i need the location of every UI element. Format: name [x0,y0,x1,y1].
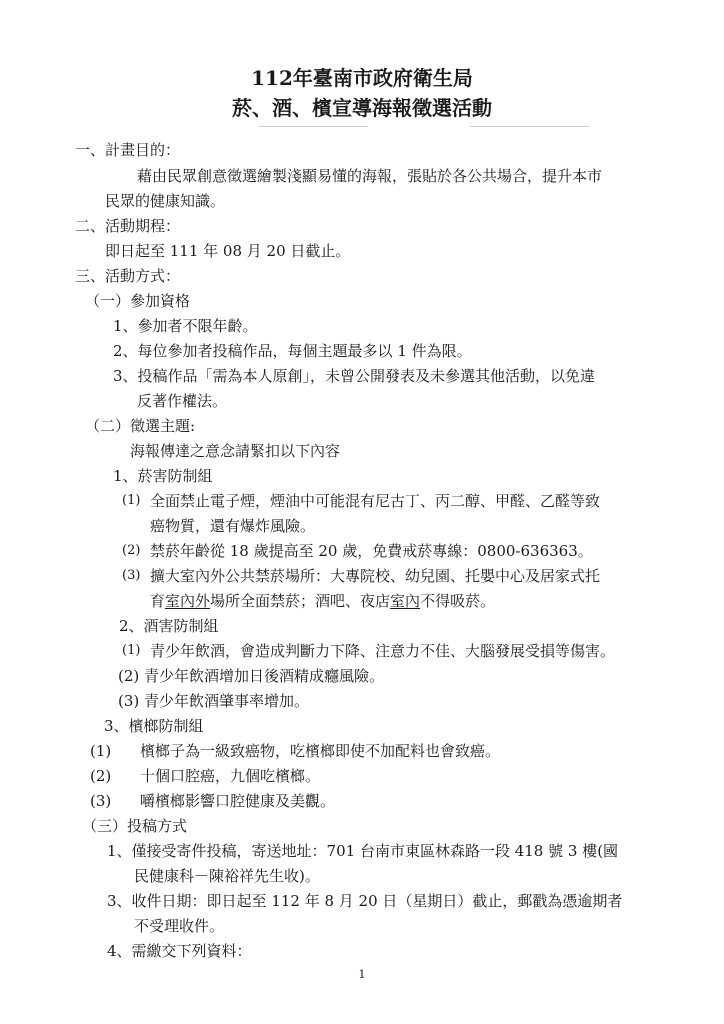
list-item: 嚼檳榔影響口腔健康及美觀。 [140,792,336,810]
list-item: (2) 青少年飲酒增加日後酒精成癮風險。 [118,667,385,685]
list-item: 全面禁止電子煙，煙油中可能混有尼古丁、丙二醇、甲醛、乙醛等致 [150,492,601,510]
subsection-heading: （三）投稿方式 [82,817,188,835]
list-item: 2、每位參加者投稿作品，每個主題最多以 1 件為限。 [113,342,472,360]
subsection-heading: （一）參加資格 [85,292,191,310]
paragraph-line: 海報傳達之意念請緊扣以下內容 [130,442,341,460]
topic-heading: 3、檳榔防制組 [104,717,204,735]
subsection-heading: （二）徵選主題: [85,417,196,435]
list-item: 禁菸年齡從 18 歲提高至 20 歲，免費戒菸專線：0800-636363。 [150,542,593,560]
list-item-continuation: 育室內外場所全面禁菸；酒吧、夜店室內不得吸菸。 [150,592,496,610]
topic-heading: 1、菸害防制組 [113,467,213,485]
list-item-continuation: 反著作權法。 [137,392,228,410]
list-item: 3、投稿作品「需為本人原創」，未曾公開發表及未參選其他活動，以免違 [113,367,596,385]
page-number: 1 [358,968,366,981]
list-item: 擴大室內外公共禁菸場所：大專院校、幼兒園、托嬰中心及居家式托 [150,567,601,585]
scan-artifact [470,126,590,127]
list-item: 檳榔子為一級致癌物，吃檳榔即使不加配料也會致癌。 [140,742,501,760]
list-item: 4、需繳交下列資料： [107,942,252,960]
list-number: (1) [90,742,112,760]
list-item: 3、收件日期：即日起至 112 年 8 月 20 日（星期日）截止，郵戳為憑逾期者 [107,892,623,910]
list-item-continuation: 不受理收件。 [134,917,225,935]
list-item-continuation: 癌物質，還有爆炸風險。 [150,517,316,535]
document-title-line-1: 112年臺南市政府衛生局 [251,66,473,90]
paragraph-line: 藉由民眾創意徵選繪製淺顯易懂的海報，張貼於各公共場合，提升本市 [137,167,603,185]
list-number: (2) [122,543,141,558]
list-number: (3) [122,568,141,583]
topic-heading: 2、酒害防制組 [119,617,219,635]
list-number: (1) [122,643,141,658]
list-item: (3) 青少年飲酒肇事率增加。 [118,692,310,710]
section-heading: 一、計畫目的： [75,141,181,159]
list-item: 1、參加者不限年齡。 [113,317,258,335]
list-item: 青少年飲酒，會造成判斷力下降、注意力不佳、大腦發展受損等傷害。 [150,642,616,660]
scan-artifact [258,126,368,127]
paragraph-line: 即日起至 111 年 08 月 20 日截止。 [105,242,351,260]
section-heading: 二、活動期程： [75,217,181,235]
list-number: (3) [90,792,112,810]
list-item-continuation: 民健康科－陳裕祥先生收)。 [134,867,320,885]
section-heading: 三、活動方式： [75,267,181,285]
list-number: (2) [90,767,112,785]
paragraph-line: 民眾的健康知識。 [105,192,226,210]
list-item: 十個口腔癌，九個吃檳榔。 [140,767,321,785]
document-title-line-2: 菸、酒、檳宣導海報徵選活動 [232,96,492,120]
list-item: 1、僅接受寄件投稿，寄送地址：701 台南市東區林森路一段 418 號 3 樓(國 [107,842,619,860]
list-number: (1) [122,493,141,508]
